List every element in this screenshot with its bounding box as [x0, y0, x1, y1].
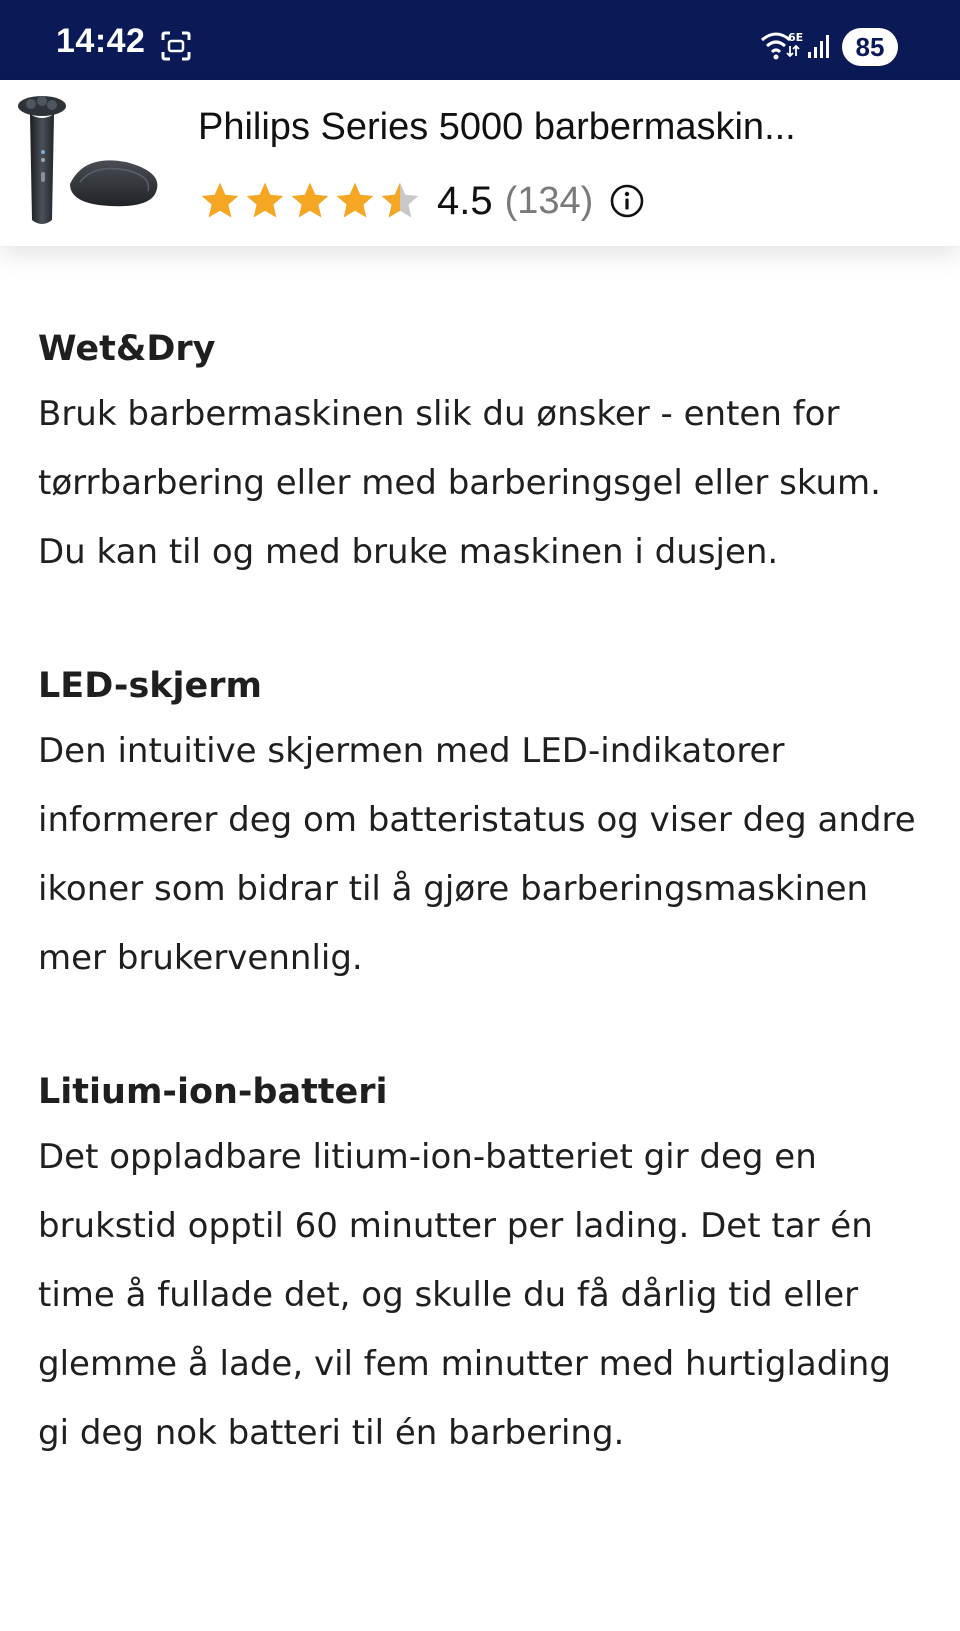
feature-section-led-screen	[38, 655, 918, 993]
section-body: Bruk barbermaskinen slik du ønsker - enten for tørrbarbering eller med barberingsgel eller skum. Du kan til og med bruke maskinen i dusjen.	[38, 394, 881, 572]
rating-stars	[198, 179, 423, 223]
section-title: Litium-ion-batteri	[38, 1072, 388, 1112]
screenshot-icon	[160, 30, 192, 62]
star-full-icon	[288, 179, 332, 223]
section-body: Det oppladbare litium-ion-batteriet gir deg en brukstid opptil 60 minutter per lading. Det tar én time å fullade det, og skulle du få dårlig tid eller glemme å lade, vil fem minutter med hurtiglading gi deg nok batteri til én barbering.	[38, 1137, 891, 1453]
status-bar	[0, 0, 960, 80]
network-type-label: 6E	[788, 31, 804, 44]
rating-value: 4.5	[437, 178, 493, 223]
product-thumbnail[interactable]	[14, 92, 164, 234]
feature-section-battery	[38, 1061, 918, 1468]
rating-row[interactable]	[198, 176, 645, 226]
product-title[interactable]: Philips Series 5000 barbermaskin...	[198, 106, 796, 148]
status-time: 14:42	[56, 22, 146, 60]
star-half-icon	[378, 179, 422, 223]
wifi-icon	[760, 30, 804, 62]
battery-badge: 85	[842, 28, 898, 66]
star-full-icon	[333, 179, 377, 223]
section-body: Den intuitive skjermen med LED-indikatorer informerer deg om batteristatus og viser deg andre ikoner som bidrar til å gjøre barberingsmaskinen mer brukervennlig.	[38, 731, 916, 978]
star-full-icon	[198, 179, 242, 223]
info-icon[interactable]	[609, 183, 645, 219]
feature-section-wet-dry	[38, 318, 918, 587]
signal-icon	[806, 32, 834, 60]
section-title: LED-skjerm	[38, 666, 263, 706]
product-header[interactable]	[0, 80, 960, 246]
review-count[interactable]: (134)	[504, 179, 594, 222]
product-description	[38, 318, 918, 1536]
star-full-icon	[243, 179, 287, 223]
section-title: Wet&Dry	[38, 329, 216, 369]
